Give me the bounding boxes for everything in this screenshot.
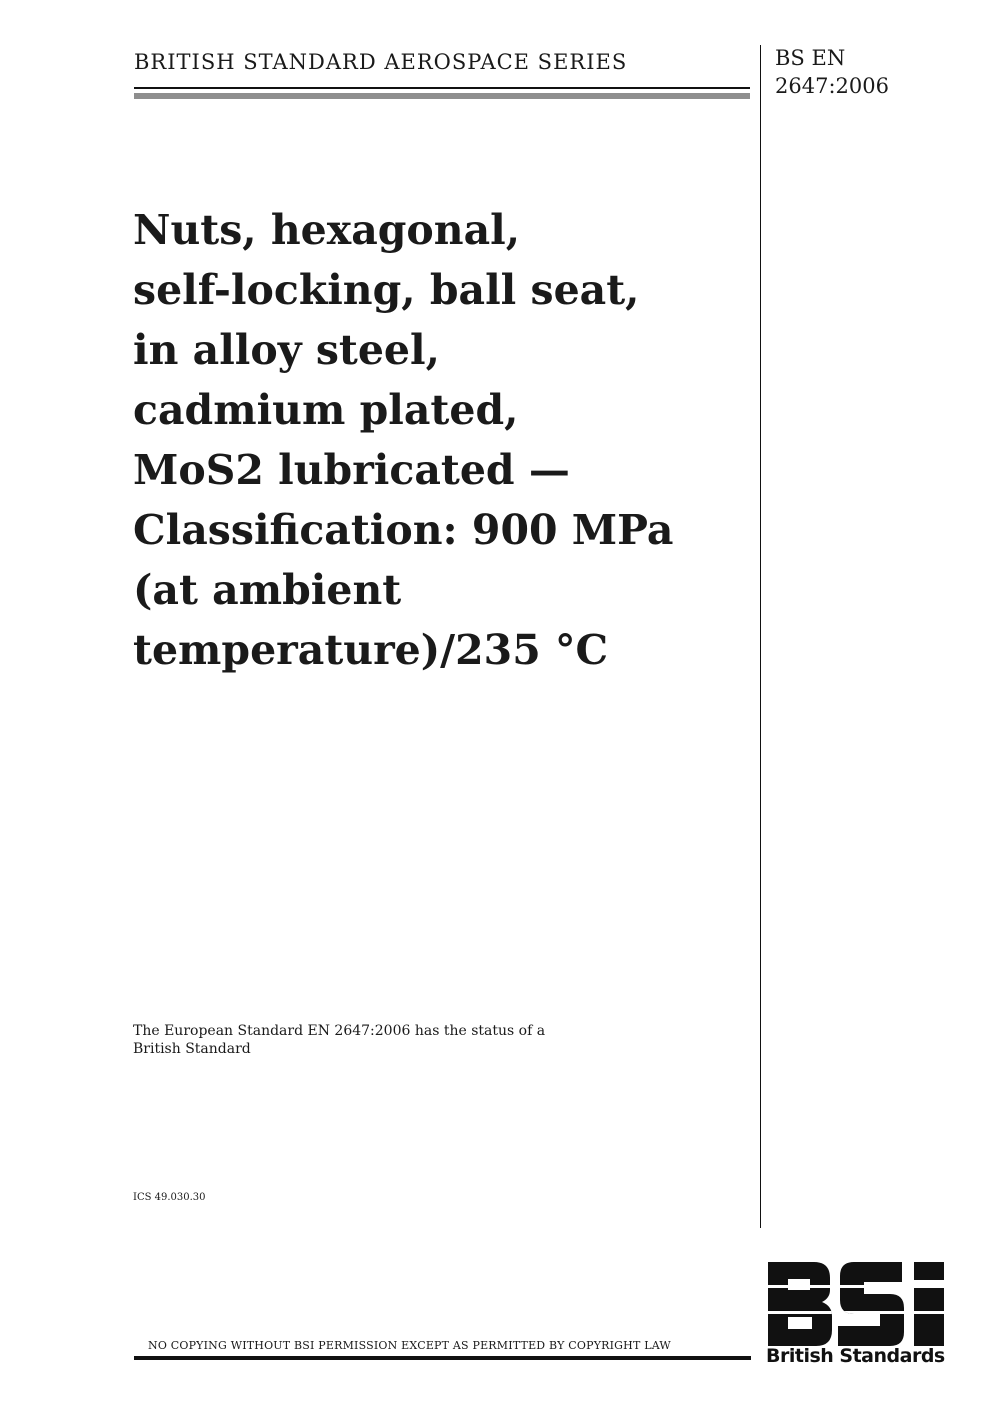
title-line: MoS2 lubricated —	[133, 446, 570, 494]
ics-code: ICS 49.030.30	[133, 1192, 206, 1203]
series-title: BRITISH STANDARD AEROSPACE SERIES	[134, 50, 628, 74]
title-line: Classification: 900 MPa	[133, 506, 674, 554]
title-line: Nuts, hexagonal,	[133, 206, 520, 254]
document-number-line2: 2647:2006	[775, 74, 889, 98]
copyright-notice: NO COPYING WITHOUT BSI PERMISSION EXCEPT AS PERMITTED BY COPYRIGHT LAW	[148, 1339, 671, 1352]
status-statement	[133, 1022, 603, 1058]
title-line: in alloy steel,	[133, 326, 440, 374]
title-line: temperature)/235 °C	[133, 626, 609, 674]
title-line: cadmium plated,	[133, 386, 519, 434]
status-line: British Standard	[133, 1041, 251, 1057]
header-rule-thick	[134, 93, 750, 99]
header-rule-thin	[134, 87, 750, 89]
status-line: The European Standard EN 2647:2006 has the status of a	[133, 1023, 546, 1039]
document-number-line1: BS EN	[775, 46, 846, 70]
bsi-tagline: British Standards	[766, 1345, 945, 1367]
title-line: (at ambient	[133, 566, 402, 614]
document-title	[133, 200, 753, 680]
vertical-divider	[760, 45, 761, 1228]
footer-rule	[134, 1356, 751, 1360]
title-line: self-locking, ball seat,	[133, 266, 640, 314]
document-number	[775, 44, 889, 100]
